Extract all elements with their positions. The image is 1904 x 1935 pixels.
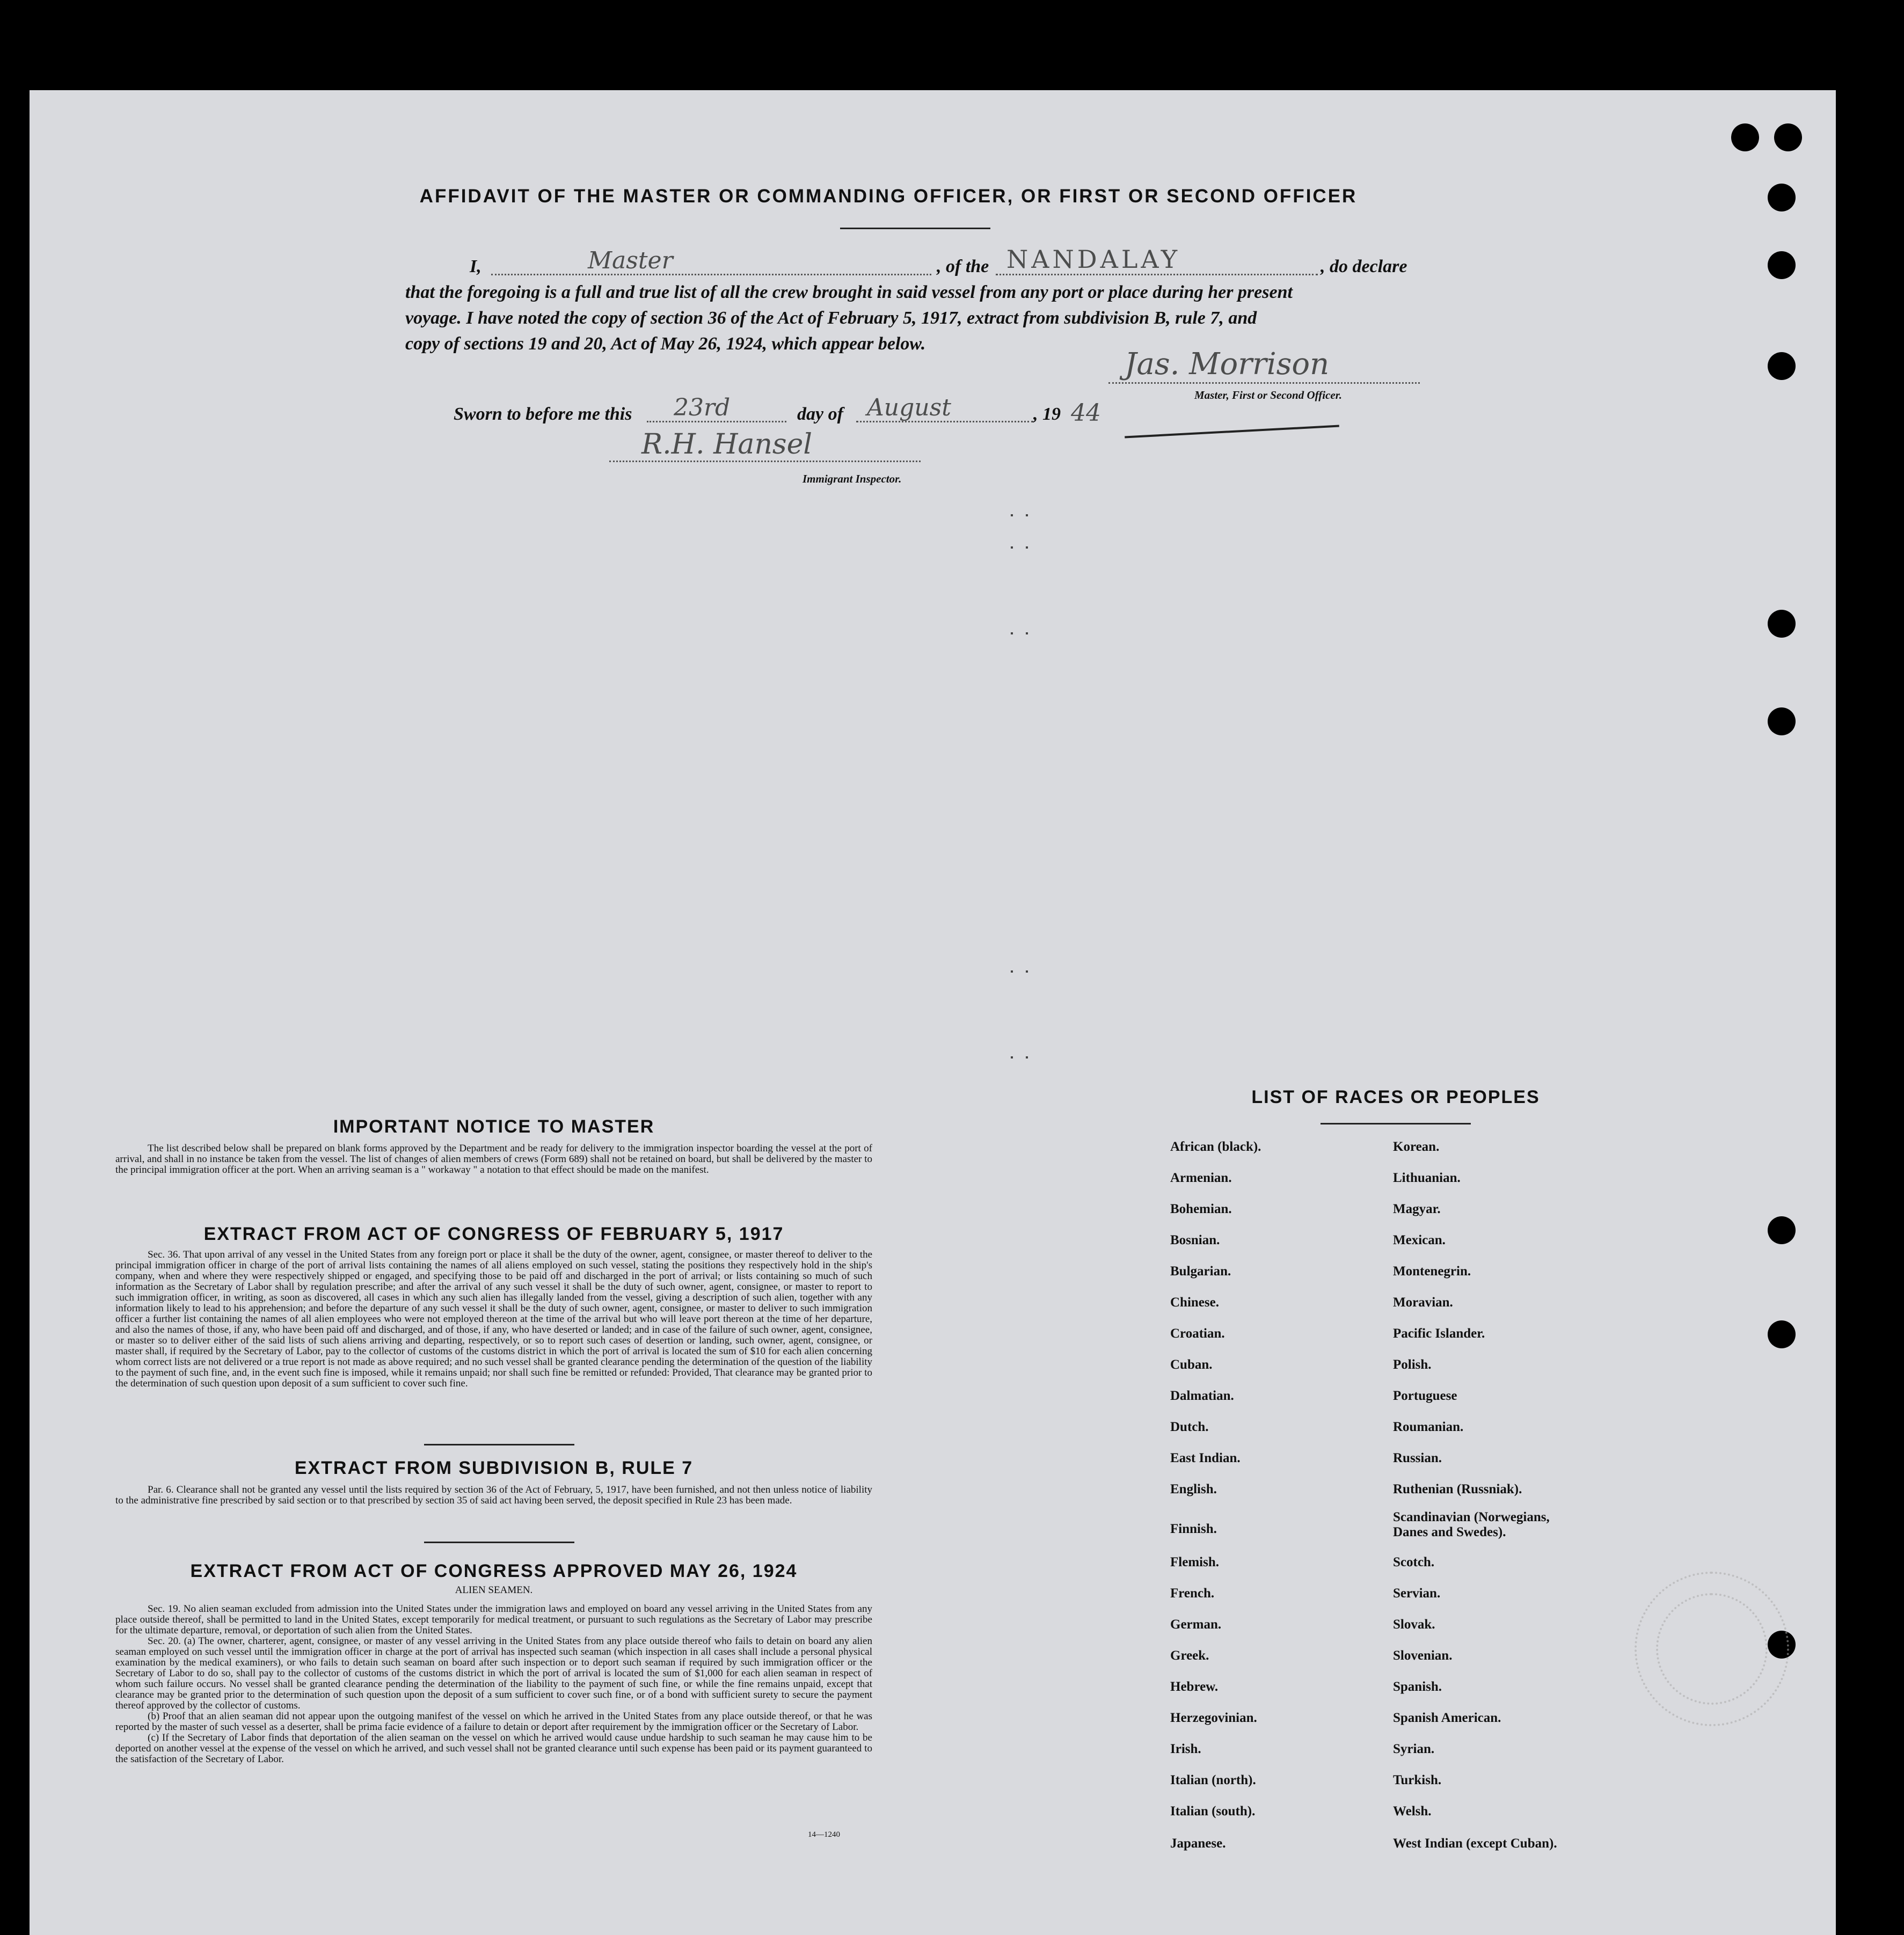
race-item: Hebrew. [1170, 1680, 1219, 1694]
signature-underline [1125, 425, 1339, 439]
race-item: Italian (south). [1170, 1804, 1256, 1819]
binder-hole [1774, 123, 1802, 151]
affidavit-i-label: I, [470, 257, 482, 276]
race-item: West Indian (except Cuban). [1393, 1836, 1557, 1851]
signature-line [1108, 382, 1420, 384]
binder-hole [1768, 1320, 1796, 1348]
name-line [491, 274, 931, 275]
notice-paragraph: The list described below shall be prepared on blank forms approved by the Department and be ready for delivery to the immigration inspector boarding the vessel at the port of arrival, and shall in no instance be taken from the vessel. The list of changes of alien members of crews (Form 689) shall not be retained on board, but shall be delivered by the master to the principal immigration officer at the port. When an arriving seaman is a " workaway " a notation to that effect should be made on the manifest. [115, 1143, 872, 1175]
race-item: Pacific Islander. [1393, 1326, 1485, 1341]
notice-text [115, 1143, 872, 1175]
race-item: Bulgarian. [1170, 1264, 1231, 1279]
binder-hole [1768, 251, 1796, 279]
do-declare-label: , do declare [1321, 257, 1407, 276]
sec20a-paragraph: Sec. 20. (a) The owner, charterer, agent, consignee, or master of any vessel arriving in the United States from any place outside thereof who fails to detain on board any alien seaman employed on such vessel until the immigration officer in charge at the port of arrival has inspected such seaman (which inspection in all cases shall include a personal physical examination by the medical examiners), or who fails to detain such seaman on board after such inspection or to deport such seaman if required by such immigration officer or the Secretary of Labor to do so, shall pay to the collector of customs of the customs district in which the port of arrival is located the sum of $1,000 for each alien seaman in respect of whom such failure occurs. No vessel shall be granted clearance pending the determination of the liability to the payment of such fine, or while the fine remains unpaid, except that clearance may be granted prior to the determination of such question upon the deposit of a sum sufficient to cover such fine, or of a bond with sufficient surety to secure the payment thereof approved by the collector of customs. [115, 1635, 872, 1711]
race-item: Syrian. [1393, 1742, 1435, 1756]
day-of-label: day of [797, 404, 843, 424]
of-the-label: , of the [937, 257, 989, 276]
signature-caption: Master, First or Second Officer. [1194, 389, 1342, 401]
race-item: Dalmatian. [1170, 1389, 1234, 1403]
race-item: Portuguese [1393, 1389, 1457, 1403]
race-item: Dutch. [1170, 1420, 1209, 1434]
divider [1321, 1123, 1471, 1125]
race-item: Herzegovinian. [1170, 1711, 1257, 1725]
race-item: English. [1170, 1482, 1217, 1496]
race-item: Turkish. [1393, 1773, 1442, 1787]
race-item: Scotch. [1393, 1555, 1435, 1569]
race-item: Slovak. [1393, 1617, 1435, 1632]
affidavit-title: AFFIDAVIT OF THE MASTER OR COMMANDING OFFICER, OR FIRST OR SECOND OFFICER [419, 186, 1358, 207]
year-prefix-label: , 19 [1033, 404, 1061, 424]
master-signature: Jas. Morrison [1125, 347, 1330, 382]
extract-1924-text [115, 1604, 872, 1765]
race-item: Servian. [1393, 1586, 1441, 1601]
extract-rule7-text [115, 1485, 872, 1506]
extract-1917-title: EXTRACT FROM ACT OF CONGRESS OF FEBRUARY 5, 1917 [203, 1224, 784, 1244]
race-item: Japanese. [1170, 1836, 1226, 1851]
binder-hole [1768, 610, 1796, 638]
race-item: Finnish. [1170, 1522, 1217, 1536]
race-item: Polish. [1393, 1357, 1432, 1372]
race-item: Italian (north). [1170, 1773, 1256, 1787]
affidavit-line-4: copy of sections 19 and 20, Act of May 26, 1924, which appear below. [405, 334, 926, 354]
race-item: Slovenian. [1393, 1648, 1453, 1663]
divider [424, 1542, 574, 1543]
race-item: French. [1170, 1586, 1215, 1601]
race-item: Greek. [1170, 1648, 1209, 1663]
divider [840, 228, 990, 229]
race-item: Flemish. [1170, 1555, 1219, 1569]
notice-title: IMPORTANT NOTICE TO MASTER [333, 1116, 655, 1137]
binder-hole [1768, 184, 1796, 211]
races-title: LIST OF RACES OR PEOPLES [1251, 1087, 1540, 1107]
binder-hole [1731, 123, 1759, 151]
extract-1917-paragraph: Sec. 36. That upon arrival of any vessel in the United States from any foreign port or place it shall be the duty of the owner, agent, consignee, or master thereof to deliver to the principal immigration officer in charge of the port of arrival lists containing the names of all aliens employed on such vessel, stating the positions they respectively hold in the ship's company, when and where they were respectively shipped or engaged, and specifying those to be paid off and discharged in the port of arrival; or lists containing so much of such information as the Secretary of Labor shall by regulation prescribe; and after the arrival of any such vessel it shall be the duty of such owner, agent, consignee, or master to report to such immigration officer, in writing, as soon as discovered, all cases in which any such alien has illegally landed from the vessel, giving a description of such alien, together with any information likely to lead to his apprehension; and before the departure of any such vessel it shall be the duty of such owner, agent, consignee, or master to deliver to such immigration officer a further list containing the names of all alien employees who were not employed thereon at the time of the arrival but who will leave port thereon at the time of her departure, and also the names of those, if any, who have been paid off and discharged, and of those, if any, who have deserted or landed; and in case of the failure of such owner, agent, consignee, or master so to deliver either of the said lists of such aliens arriving and departing, respectively, or so to report such cases of desertion or landing, such owner, agent, consignee, or master shall, if required by the Secretary of Labor, pay to the collector of customs of the customs district in which the port of arrival is located the sum of $10 for each alien concerning whom correct lists are not delivered or a true report is not made as above required; and no such vessel shall be granted clearance pending the determination of the question of the liability to the payment of such fine, and, in the event such fine is imposed, while it remains unpaid; nor shall such fine be remitted or refunded: Provided, That clearance may be granted prior to the determination of such question upon deposit of a sum sufficient to cover such fine. [115, 1249, 872, 1389]
binder-hole [1768, 707, 1796, 735]
race-item: Korean. [1393, 1140, 1440, 1154]
race-item: Armenian. [1170, 1171, 1232, 1185]
race-item: Croatian. [1170, 1326, 1225, 1341]
race-item: East Indian. [1170, 1451, 1241, 1465]
race-item: Irish. [1170, 1742, 1201, 1756]
form-number: 14—1240 [808, 1830, 840, 1839]
affidavit-line-2: that the foregoing is a full and true list of all the crew brought in said vessel from any port or place during her present [405, 282, 1293, 302]
extract-rule7-title: EXTRACT FROM SUBDIVISION B, RULE 7 [294, 1458, 694, 1478]
race-item: Bohemian. [1170, 1202, 1232, 1216]
vessel-name-handwriting: NANDALAY [1006, 245, 1181, 274]
race-item: Scandinavian (Norwegians, Danes and Swedes). [1393, 1510, 1550, 1539]
race-item: Bosnian. [1170, 1233, 1220, 1247]
race-item: German. [1170, 1617, 1222, 1632]
race-item: Spanish. [1393, 1680, 1442, 1694]
sworn-label: Sworn to before me this [454, 404, 632, 424]
sec19-paragraph: Sec. 19. No alien seaman excluded from admission into the United States under the immigration laws and employed on board any vessel arriving in the United States from any place outside thereof, shall be permitted to land in the United States, except temporarily for medical treatment, or pursuant to such regulations as the Secretary of Labor may prescribe for the ultimate departure, removal, or deportation of such alien from the United States. [115, 1603, 872, 1636]
document-page [30, 90, 1836, 1935]
race-item: Cuban. [1170, 1357, 1213, 1372]
race-item: Magyar. [1393, 1202, 1441, 1216]
race-item: Ruthenian (Russniak). [1393, 1482, 1522, 1496]
race-item: Lithuanian. [1393, 1171, 1461, 1185]
race-item: Chinese. [1170, 1295, 1219, 1310]
race-item: Spanish American. [1393, 1711, 1501, 1725]
inspector-signature: R.H. Hansel [641, 428, 813, 461]
sworn-day-handwriting: 23rd [674, 394, 731, 421]
affidavit-line-3: voyage. I have noted the copy of section 36 of the Act of February 5, 1917, extract from subdivision B, rule 7, and [405, 308, 1257, 328]
race-item: Roumanian. [1393, 1420, 1464, 1434]
inspector-caption: Immigrant Inspector. [803, 472, 902, 485]
race-item: African (black). [1170, 1140, 1261, 1154]
divider [424, 1444, 574, 1445]
race-item: Welsh. [1393, 1804, 1432, 1819]
binder-hole [1768, 352, 1796, 380]
extract-1924-subtitle: ALIEN SEAMEN. [455, 1584, 533, 1596]
year-handwriting: 44 [1071, 399, 1101, 427]
race-item: Montenegrin. [1393, 1264, 1471, 1279]
race-item: Russian. [1393, 1451, 1442, 1465]
race-item: Moravian. [1393, 1295, 1453, 1310]
race-item: Mexican. [1393, 1233, 1446, 1247]
vessel-line [996, 274, 1318, 275]
sworn-month-handwriting: August [867, 394, 951, 421]
master-name-handwriting: Master [588, 247, 673, 274]
seal-stamp-inner [1656, 1593, 1768, 1705]
binder-hole [1768, 1216, 1796, 1244]
extract-rule7-paragraph: Par. 6. Clearance shall not be granted any vessel until the lists required by section 36 of the Act of February, 5, 1917, have been furnished, and not then unless notice of liability to the administrative fine prescribed by said section or to that prescribed by section 35 of said act having been served, the deposit specified in Rule 23 has been made. [115, 1484, 872, 1506]
extract-1924-title: EXTRACT FROM ACT OF CONGRESS APPROVED MAY 26, 1924 [190, 1561, 798, 1581]
sec20b-paragraph: (b) Proof that an alien seaman did not appear upon the outgoing manifest of the vessel on which he arrived in the United States from any place outside thereof, or that he was reported by the master of such vessel as a deserter, shall be prima facie evidence of a failure to detain or deport after requirement by the immigration officer or the Secretary of Labor. [115, 1711, 872, 1733]
extract-1917-text [115, 1250, 872, 1389]
sec20c-paragraph: (c) If the Secretary of Labor finds that deportation of the alien seaman on the vessel on which he arrived would cause undue hardship to such seaman he may cause him to be deported on another vessel at the expense of the vessel on which he arrived, and such vessel shall not be granted clearance until such expense has been paid or its payment guaranteed to the satisfaction of the Secretary of Labor. [115, 1732, 872, 1765]
inspector-line [609, 461, 921, 462]
